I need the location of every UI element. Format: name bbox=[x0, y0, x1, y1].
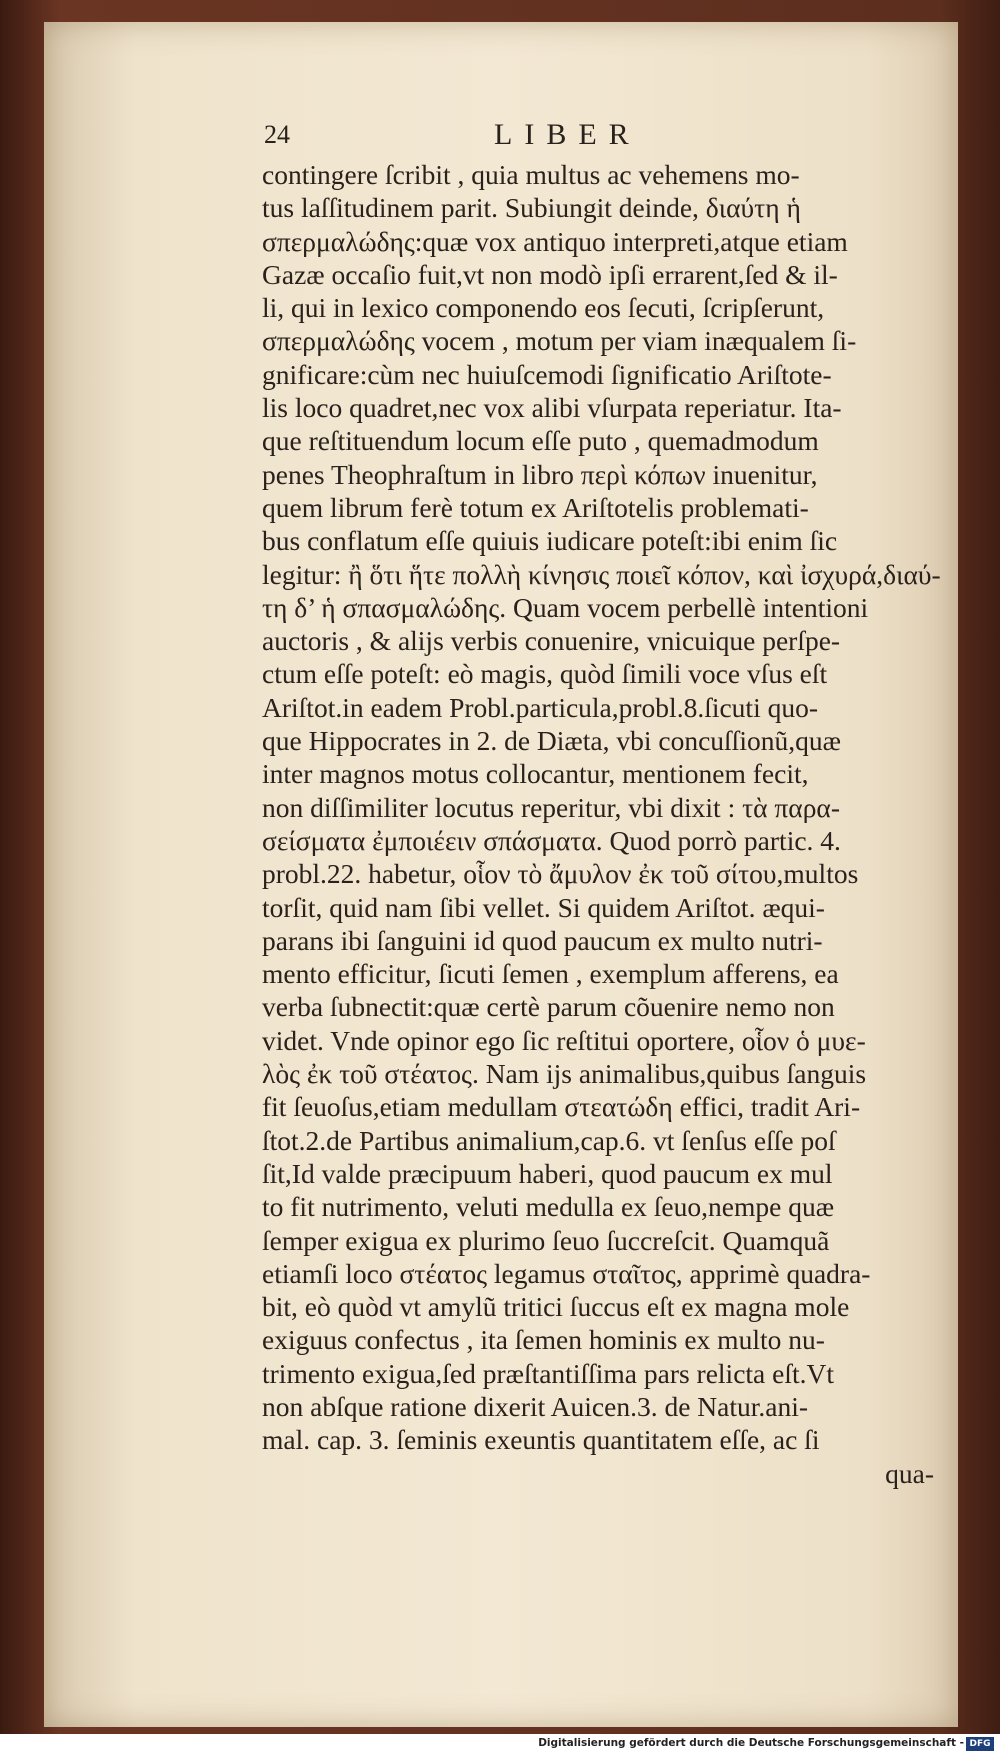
text-line: σπερμαλώδης:quæ vox antiquo interpreti,atque etiam bbox=[262, 225, 848, 257]
text-line: ctum eſſe poteſt: eò magis, quòd ſimili voce vſus eſt bbox=[262, 658, 828, 690]
text-line: gnificare:cùm nec huiuſcemodi ſignificatio Ariſtote- bbox=[262, 358, 832, 390]
text-line: ſemper exigua ex plurimo ſeuo ſuccreſcit. Quamquã bbox=[262, 1224, 830, 1256]
text-line: σείσματα ἐμποιέειν σπάσματα. Quod porrò partic. 4. bbox=[262, 824, 841, 856]
text-line: bit, eò quòd vt amylũ tritici ſuccus eſt ex magna mole bbox=[262, 1291, 850, 1323]
text-line: non abſque ratione dixerit Auicen.3. de Natur.ani- bbox=[262, 1390, 809, 1422]
text-line: mal. cap. 3. ſeminis exeuntis quantitatem eſſe, ac ſi bbox=[262, 1424, 820, 1456]
text-line: to fit nutrimento, veluti medulla ex ſeuo,nempe quæ bbox=[262, 1191, 835, 1223]
text-line: tus laſſitudinem parit. Subiungit deinde, διαύτη ἡ bbox=[262, 192, 801, 224]
text-line: parans ibi ſanguini id quod paucum ex multo nutri- bbox=[262, 924, 823, 956]
page-number: 24 bbox=[264, 120, 290, 149]
text-line: torſit, quid nam ſibi vellet. Si quidem Ariſtot. æqui- bbox=[262, 891, 825, 923]
text-line: ſit,Id valde præcipuum haberi, quod paucum ex mul bbox=[262, 1157, 833, 1189]
text-line: mento efficitur, ſicuti ſemen , exemplum afferens, ea bbox=[262, 958, 839, 990]
text-line: legitur: ἢ ὅτι ἥτε πολλὴ κίνησις ποιεῖ κόπον, καὶ ἰσχυρά,διαύ- bbox=[262, 558, 941, 590]
text-line: trimento exigua,ſed præſtantiſſima pars relicta eſt.Vt bbox=[262, 1357, 834, 1389]
dfg-logo-icon: DFG bbox=[966, 1737, 994, 1751]
text-line: τη δ’ ἡ σπασμαλώδης. Quam vocem perbellè intentioni bbox=[262, 591, 869, 623]
text-line: fit ſeuoſus,etiam medullam στεατώδη effici, tradit Ari- bbox=[262, 1091, 861, 1123]
text-line: etiamſi loco στέατος legamus σταῖτος, apprimè quadra- bbox=[262, 1257, 871, 1289]
catchword: qua- bbox=[885, 1457, 934, 1489]
text-line: penes Theophraſtum in libro περὶ κόπων inuenitur, bbox=[262, 458, 818, 490]
text-line: λὸς ἐκ τοῦ στέατος. Nam ijs animalibus,quibus ſanguis bbox=[262, 1058, 867, 1090]
text-line: que reſtituendum locum eſſe puto , quemadmodum bbox=[262, 425, 819, 457]
text-line: contingere ſcribit , quia multus ac vehemens mo- bbox=[262, 159, 800, 190]
body-text bbox=[262, 158, 952, 1490]
text-line: lis loco quadret,nec vox alibi vſurpata reperiatur. Ita- bbox=[262, 392, 842, 424]
text-line: σπερμαλώδης vocem , motum per viam inæqualem ſi- bbox=[262, 325, 857, 357]
text-line: Gazæ occaſio fuit,vt non modò ipſi errarent,ſed & il- bbox=[262, 258, 838, 290]
text-line: inter magnos motus collocantur, mentionem fecit, bbox=[262, 758, 809, 790]
page-header bbox=[264, 118, 694, 154]
running-title: LIBER bbox=[494, 118, 641, 151]
text-line: non diſſimiliter locutus reperitur, vbi dixit : τὰ παρα- bbox=[262, 791, 840, 823]
funding-credit: Digitalisierung gefördert durch die Deutsche Forschungsgemeinschaft - bbox=[538, 1737, 964, 1749]
text-line: quem librum ferè totum ex Ariſtotelis problemati- bbox=[262, 491, 809, 523]
text-line: li, qui in lexico componendo eos ſecuti, ſcripſerunt, bbox=[262, 292, 825, 324]
text-line: auctoris , & alijs verbis conuenire, vnicuique perſpe- bbox=[262, 625, 841, 657]
text-line: exiguus confectus , ita ſemen hominis ex multo nu- bbox=[262, 1324, 825, 1356]
digitization-footer bbox=[0, 1734, 1000, 1755]
text-line: ſtot.2.de Partibus animalium,cap.6. vt ſenſus eſſe poſ bbox=[262, 1124, 836, 1156]
text-line: probl.22. habetur, οἷον τὸ ἄμυλον ἐκ τοῦ σίτου,multos bbox=[262, 858, 859, 890]
text-line: Ariſtot.in eadem Probl.particula,probl.8.ſicuti quo- bbox=[262, 691, 818, 723]
text-line: videt. Vnde opinor ego ſic reſtitui oportere, οἷον ὁ μυε- bbox=[262, 1024, 866, 1056]
text-line: bus conflatum eſſe quiuis iudicare poteſt:ibi enim ſic bbox=[262, 525, 838, 557]
text-line: que Hippocrates in 2. de Diæta, vbi concuſſionũ,quæ bbox=[262, 725, 841, 757]
text-line: verba ſubnectit:quæ certè parum cõuenire nemo non bbox=[262, 991, 835, 1023]
